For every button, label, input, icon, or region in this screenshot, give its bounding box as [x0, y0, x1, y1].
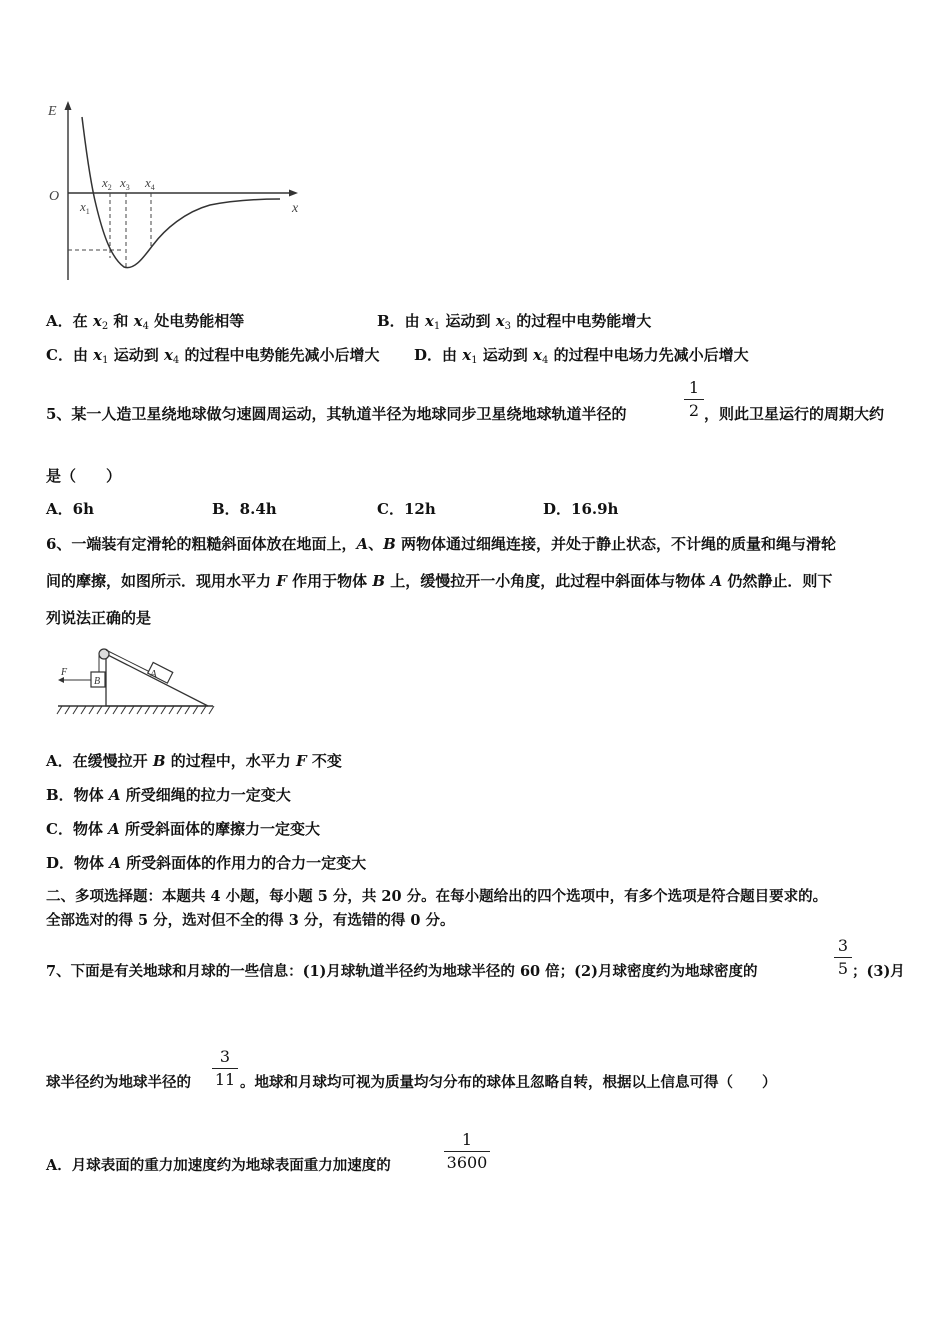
energy-position-graph	[40, 95, 310, 285]
y-axis-label: E	[48, 104, 57, 119]
x4-label: $x_4$	[145, 175, 155, 192]
q7-option-a[interactable]: A．月球表面的重力加速度约为地球表面重力加速度的	[46, 1157, 391, 1174]
section2-intro-line1: 二、多项选择题：本题共 4 小题，每小题 5 分，共 20 分。在每小题给出的四个选项中，有多个选项是符合题目要求的。	[46, 888, 828, 905]
q5-stem-part2: ，则此卫星运行的周期大约	[704, 405, 885, 423]
q6-stem-line1: 6、一端装有定滑轮的粗糙斜面体放在地面上，A、B 两物体通过细绳连接，并处于静止状态，不计绳的质量和绳与滑轮	[46, 535, 837, 553]
incline-pulley-figure	[48, 642, 218, 720]
force-f-label: F	[61, 667, 68, 678]
q5-stem-line2: 是（ ）	[46, 467, 122, 485]
q4-option-b[interactable]: B．由 $x_1$ 运动到 $x_3$ 的过程中电势能增大	[377, 312, 652, 332]
x2-label: $x_2$	[102, 175, 112, 192]
q6-stem-line3: 列说法正确的是	[46, 609, 152, 627]
q4-option-a[interactable]: A．在 $x_2$ 和 $x_4$ 处电势能相等	[46, 312, 245, 332]
q7-fraction-gravity: 1 3600	[444, 1130, 490, 1173]
q7-stem-line1-end: ；(3)月	[852, 963, 905, 980]
q7-fraction-radius: 3 11	[212, 1047, 238, 1090]
block-b-label: B	[94, 676, 101, 687]
incline	[106, 654, 208, 706]
q7-stem-line2: 球半径约为地球半径的	[46, 1074, 191, 1091]
x-axis-label: x	[292, 201, 299, 216]
q7-stem-line1: 7、下面是有关地球和月球的一些信息：(1)月球轨道半径约为地球半径的 60 倍；(2)月球密度约为地球密度的	[46, 963, 758, 980]
q4-option-c[interactable]: C．由 $x_1$ 运动到 $x_4$ 的过程中电势能先减小后增大	[46, 346, 380, 366]
y-axis-arrow	[65, 101, 72, 110]
q7-fraction-density: 3 5	[834, 936, 852, 979]
q5-option-c[interactable]: C．12h	[377, 500, 436, 518]
q6-option-a[interactable]: A．在缓慢拉开 B 的过程中，水平力 F 不变	[46, 752, 342, 770]
block-a-label: A	[150, 668, 157, 680]
x3-label: $x_3$	[120, 175, 130, 192]
origin-label: O	[49, 189, 60, 204]
q6-option-d[interactable]: D．物体 A 所受斜面体的作用力的合力一定变大	[46, 854, 367, 872]
q4-option-d[interactable]: D．由 $x_1$ 运动到 $x_4$ 的过程中电场力先减小后增大	[414, 346, 749, 366]
q7-stem-line2-end: 。地球和月球均可视为质量均匀分布的球体且忽略自转，根据以上信息可得（ ）	[240, 1074, 777, 1091]
q5-stem-part1: 5、某一人造卫星绕地球做匀速圆周运动，其轨道半径为地球同步卫星绕地球轨道半径的	[46, 405, 627, 423]
rope-incline	[106, 650, 154, 674]
q5-option-d[interactable]: D．16.9h	[543, 500, 619, 518]
q5-fraction: 1 2	[684, 378, 704, 421]
q5-option-b[interactable]: B．8.4h	[212, 500, 277, 518]
section2-intro-line2: 全部选对的得 5 分，选对但不全的得 3 分，有选错的得 0 分。	[46, 912, 455, 929]
q6-option-c[interactable]: C．物体 A 所受斜面体的摩擦力一定变大	[46, 820, 321, 838]
q6-option-b[interactable]: B．物体 A 所受细绳的拉力一定变大	[46, 786, 291, 804]
q5-option-a[interactable]: A．6h	[46, 500, 94, 518]
ground-hatching	[57, 706, 214, 714]
x-axis-arrow	[289, 190, 298, 197]
q6-stem-line2: 间的摩擦，如图所示．现用水平力 F 作用于物体 B 上，缓慢拉开一小角度，此过程中斜面体与物体 A 仍然静止．则下	[46, 572, 833, 590]
x1-label: $x_1$	[80, 199, 90, 216]
